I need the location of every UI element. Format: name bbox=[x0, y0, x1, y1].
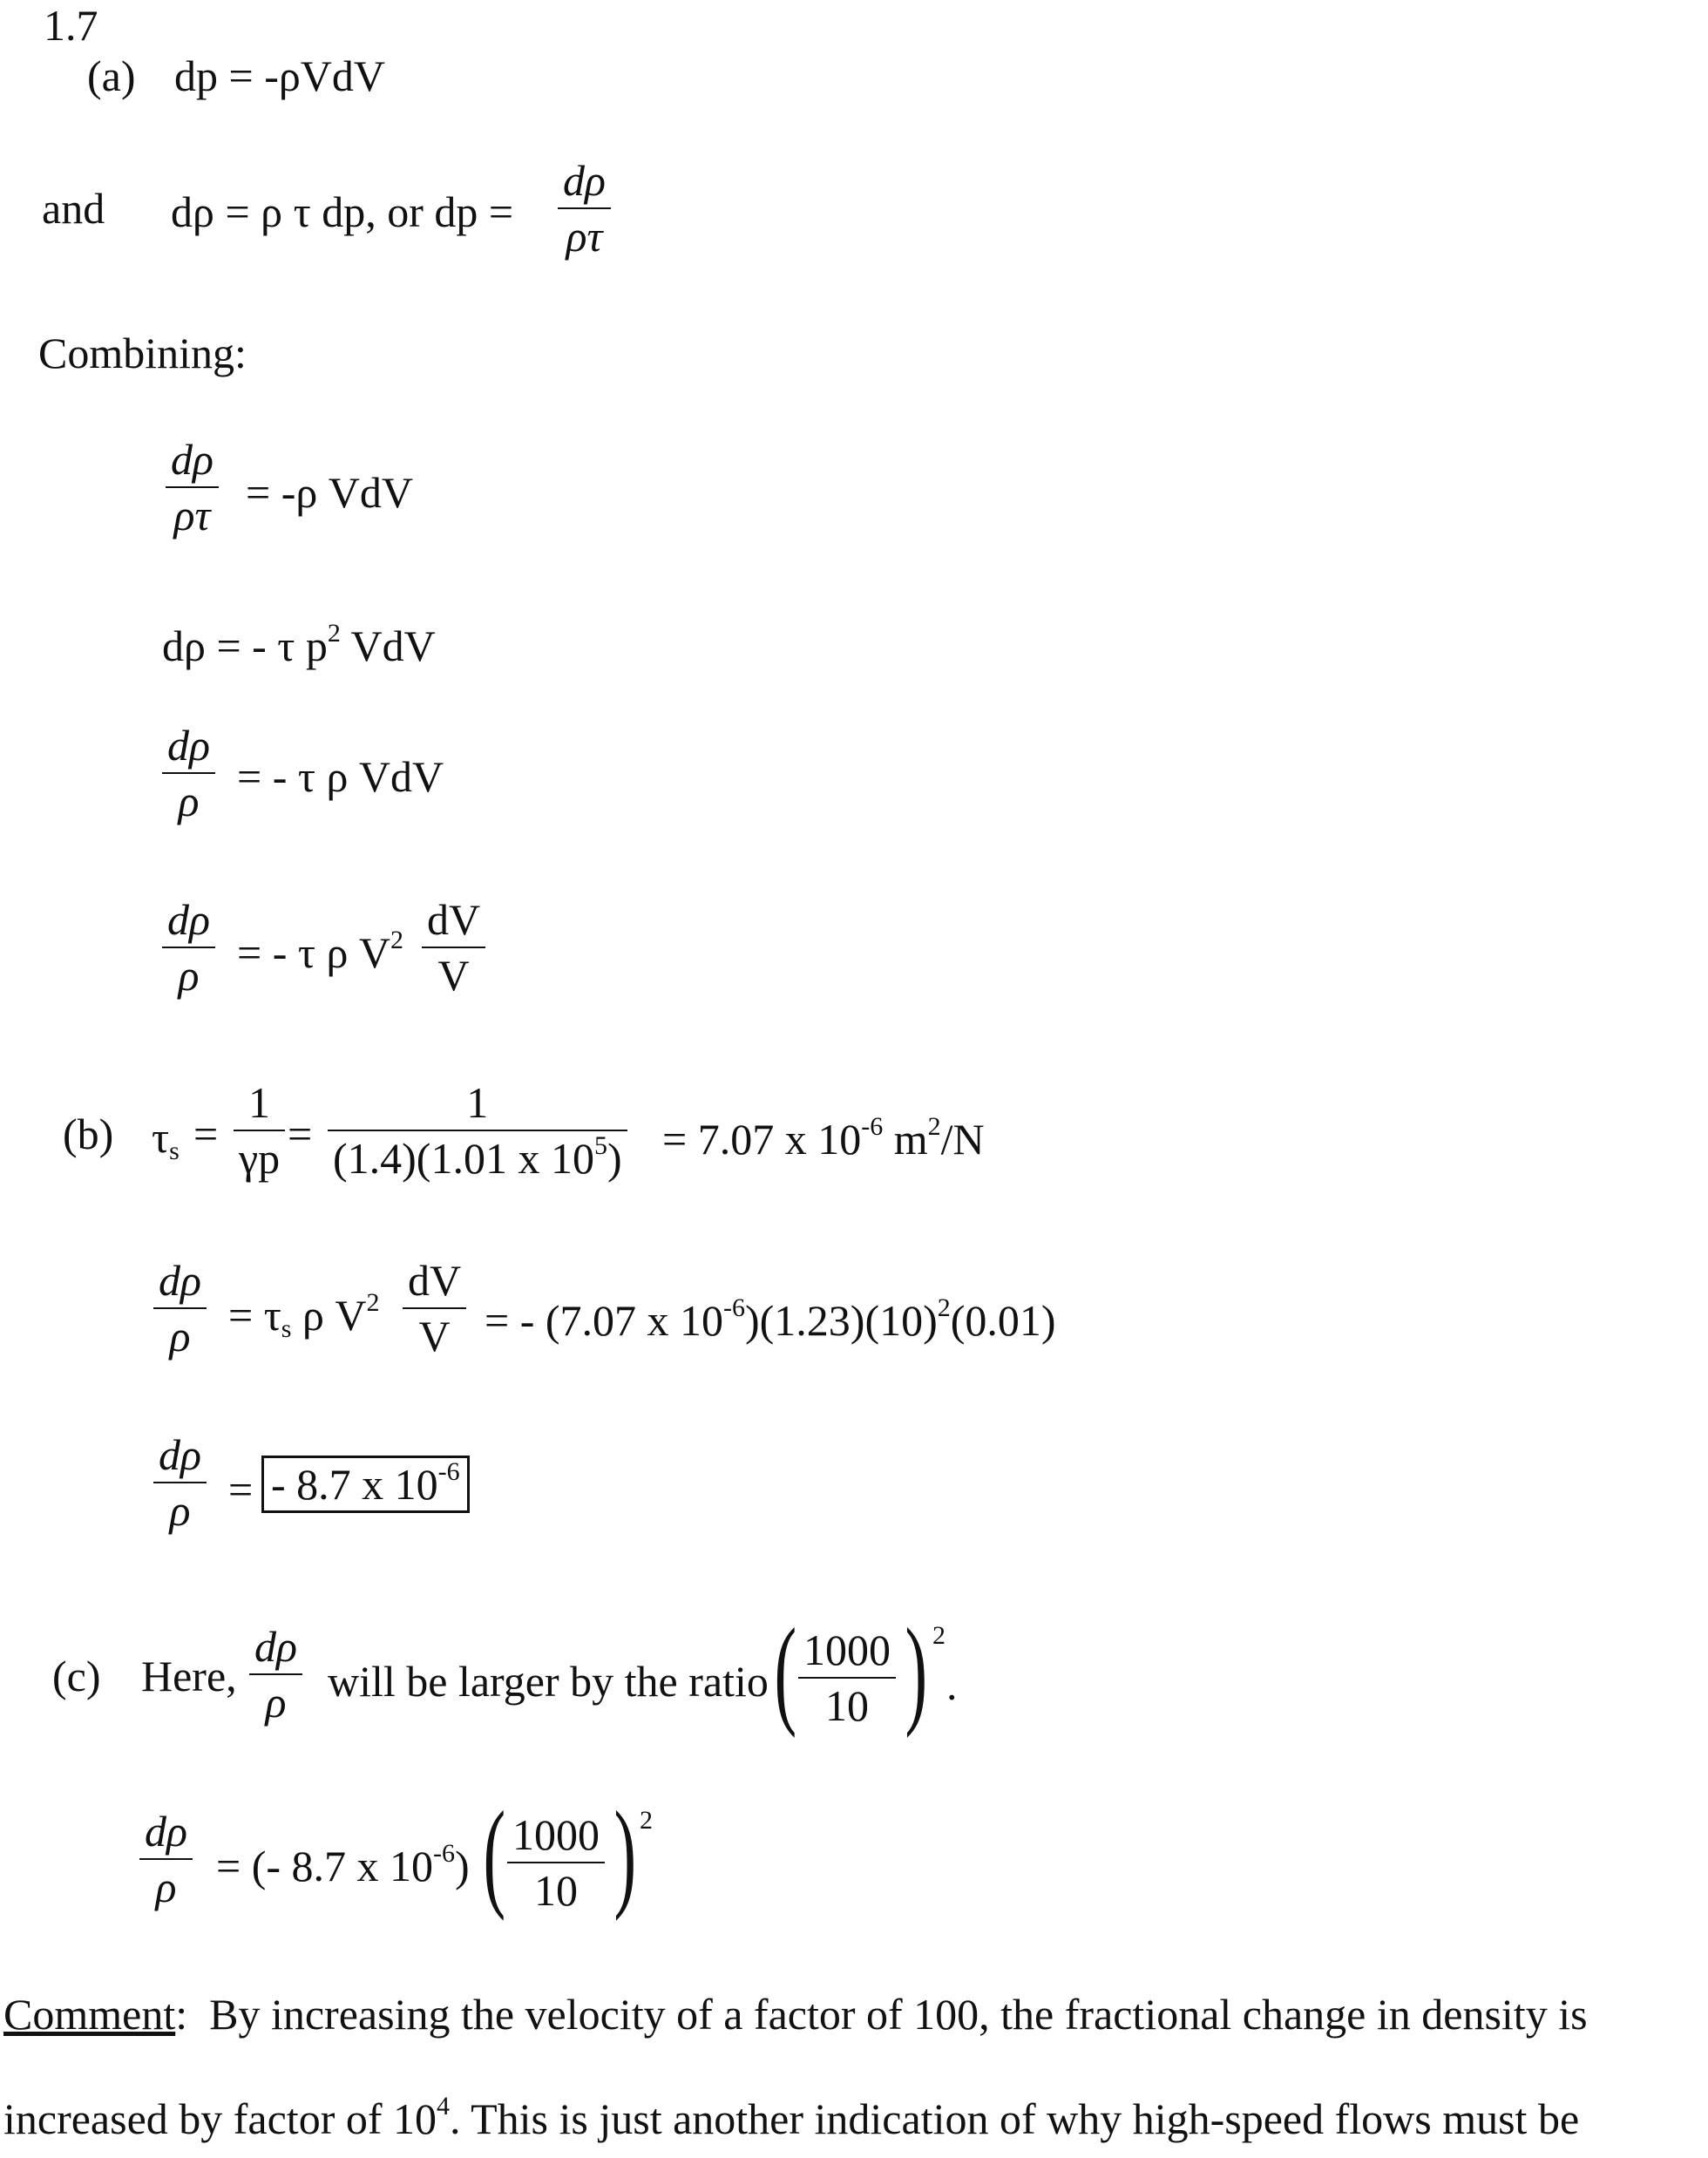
fraction-numerator: dρ bbox=[171, 435, 214, 484]
fraction-numerator: dρ bbox=[254, 1622, 297, 1671]
part-b-l2-fraction bbox=[153, 1256, 207, 1361]
part-b-l3-eq: = bbox=[228, 1465, 254, 1514]
part-b-f1-fraction bbox=[234, 1078, 285, 1183]
c-l2-rhs-sup: -6 bbox=[433, 1839, 455, 1868]
part-b-eq: = bbox=[193, 1110, 219, 1158]
fraction-numerator: dρ bbox=[167, 895, 210, 944]
l2-rhs-sup: -6 bbox=[723, 1293, 745, 1322]
combining-l4-fraction bbox=[162, 895, 215, 1000]
l2-rhs-text: = - (7.07 x 10 bbox=[485, 1296, 723, 1345]
combining-l4-sup: 2 bbox=[390, 926, 404, 954]
fraction-bar bbox=[153, 1482, 207, 1483]
part-c-here: Here, bbox=[141, 1652, 237, 1700]
tau-subscript: s bbox=[169, 1137, 180, 1165]
fraction-numerator: dV bbox=[427, 895, 481, 944]
part-b-eq2: = bbox=[288, 1110, 313, 1158]
comment-line-1 bbox=[3, 1989, 1703, 2039]
fraction-numerator: dρ bbox=[563, 156, 606, 205]
l2-rhs2-sup: 2 bbox=[937, 1293, 951, 1322]
rhs-unit: m bbox=[883, 1115, 928, 1164]
rhs-sup: -6 bbox=[861, 1112, 884, 1141]
fraction-numerator: 1 bbox=[248, 1078, 271, 1127]
tau-symbol: τ bbox=[152, 1113, 170, 1162]
combining-l4-rhs bbox=[237, 926, 404, 977]
combining-label: Combining: bbox=[38, 329, 247, 377]
comment-label: Comment bbox=[3, 1990, 176, 2039]
part-b-l2-dv-fraction bbox=[403, 1256, 466, 1361]
fraction-denominator: ρ bbox=[178, 951, 200, 1000]
rhs-unit-sup: 2 bbox=[927, 1112, 941, 1141]
fraction-denominator: 10 bbox=[534, 1866, 578, 1915]
rhs-text: = 7.07 x 10 bbox=[662, 1115, 862, 1164]
fraction-denominator: ρ bbox=[178, 777, 200, 825]
combining-l2-tail: VdV bbox=[340, 621, 436, 670]
fraction-numerator: dV bbox=[408, 1256, 462, 1305]
boxed-answer bbox=[261, 1456, 470, 1513]
fraction-denominator: γp bbox=[239, 1134, 281, 1183]
fraction-bar bbox=[507, 1862, 605, 1863]
fraction-denominator: ρ bbox=[155, 1863, 177, 1911]
fraction-denominator: ρ bbox=[265, 1678, 287, 1727]
fraction-bar bbox=[234, 1130, 285, 1131]
fraction-numerator: 1000 bbox=[803, 1625, 891, 1674]
combining-l4-dv-fraction bbox=[422, 895, 485, 1000]
fraction-bar bbox=[139, 1858, 193, 1860]
fraction-bar bbox=[166, 486, 219, 488]
part-b-l2-rhs bbox=[485, 1293, 1056, 1345]
boxed-sup: -6 bbox=[437, 1457, 460, 1486]
comment-line1-text: By increasing the velocity of a factor of 100, the fractional change in density is bbox=[209, 1990, 1588, 2039]
comment-colon: : bbox=[175, 1990, 188, 2039]
part-c-label: (c) bbox=[52, 1652, 101, 1700]
fraction-denominator: V bbox=[437, 951, 470, 1000]
problem-number: 1.7 bbox=[44, 1, 98, 50]
fraction-denominator: ρτ bbox=[173, 491, 211, 540]
part-b-boxed-result bbox=[261, 1457, 470, 1509]
part-a-eq2: dρ = ρ τ dp, or dp = bbox=[171, 187, 514, 236]
left-paren: ( bbox=[774, 1604, 797, 1739]
part-c-l2-ratio-fraction bbox=[507, 1810, 605, 1915]
mid2-sup: 2 bbox=[366, 1288, 380, 1317]
fraction-denominator: ρ bbox=[169, 1312, 191, 1361]
mid-text: = τ bbox=[228, 1291, 281, 1340]
fraction-numerator: dρ bbox=[159, 1430, 201, 1479]
fraction-bar bbox=[558, 207, 611, 209]
boxed-text: - 8.7 x 10 bbox=[271, 1460, 438, 1509]
combining-l3-fraction bbox=[162, 723, 215, 823]
part-b-label: (b) bbox=[63, 1110, 114, 1158]
part-c-l2-fraction bbox=[139, 1809, 193, 1909]
part-b-tau bbox=[152, 1113, 180, 1165]
part-c-ratio-fraction bbox=[798, 1625, 896, 1730]
c-l2-rhs-tail: ) bbox=[455, 1842, 470, 1890]
combining-l1-rhs: = -ρ VdV bbox=[246, 468, 414, 517]
fraction-bar bbox=[249, 1673, 302, 1675]
combining-l4-text: = - τ ρ V bbox=[237, 928, 391, 977]
comment-line2-a: increased by factor of 10 bbox=[3, 2094, 437, 2143]
part-c-l2-rhs bbox=[216, 1839, 470, 1890]
combining-l2-sup: 2 bbox=[327, 619, 341, 648]
mid2-text: ρ V bbox=[291, 1291, 367, 1340]
part-a-eq1: dp = -ρVdV bbox=[174, 51, 386, 100]
right-paren: ) bbox=[905, 1604, 928, 1739]
fraction-bar bbox=[403, 1307, 466, 1309]
mid-sub: s bbox=[281, 1314, 292, 1343]
fraction-bar bbox=[162, 772, 215, 774]
comment-line2-sup: 4 bbox=[437, 2092, 450, 2121]
combining-l3-rhs: = - τ ρ VdV bbox=[237, 752, 444, 801]
fraction-denominator bbox=[328, 1131, 627, 1183]
comment-line-2 bbox=[3, 2094, 1703, 2144]
fraction-numerator: dρ bbox=[159, 1256, 201, 1305]
f2-den-tail: ) bbox=[607, 1134, 622, 1183]
part-c-l2-ratio-sup: 2 bbox=[640, 1806, 653, 1835]
part-b-f2-fraction bbox=[328, 1078, 627, 1183]
combining-l2 bbox=[162, 619, 436, 670]
fraction-bar bbox=[162, 947, 215, 948]
fraction-denominator: ρτ bbox=[566, 212, 603, 261]
fraction-denominator: 10 bbox=[825, 1681, 869, 1730]
rhs-unit-tail: /N bbox=[940, 1115, 985, 1164]
left-paren: ( bbox=[483, 1787, 506, 1922]
fraction-bar bbox=[153, 1307, 207, 1309]
f2-den-text: (1.4)(1.01 x 10 bbox=[333, 1134, 594, 1183]
fraction-bar bbox=[328, 1130, 627, 1131]
f2-den-sup: 5 bbox=[593, 1131, 607, 1160]
fraction-numerator: dρ bbox=[145, 1807, 187, 1856]
fraction-numerator: 1000 bbox=[512, 1810, 600, 1859]
fraction-numerator: dρ bbox=[167, 721, 210, 770]
l2-rhs3-text: (0.01) bbox=[950, 1296, 1056, 1345]
combining-l1-fraction bbox=[166, 435, 219, 540]
fraction-bar bbox=[798, 1677, 896, 1679]
part-a-eq2-fraction bbox=[558, 156, 611, 261]
and-label: and bbox=[42, 184, 105, 233]
comment-line2-b: . This is just another indication of why high-speed flows must be bbox=[450, 2094, 1580, 2143]
fraction-denominator: V bbox=[418, 1312, 451, 1361]
part-c-ratio-sup: 2 bbox=[932, 1621, 946, 1650]
l2-rhs2-text: )(1.23)(10) bbox=[745, 1296, 938, 1345]
part-c-fraction bbox=[249, 1622, 302, 1727]
part-c-text: will be larger by the ratio bbox=[328, 1657, 769, 1706]
combining-l2-text: dρ = - τ p bbox=[162, 621, 328, 670]
fraction-bar bbox=[422, 947, 485, 948]
part-a-label: (a) bbox=[87, 51, 136, 100]
fraction-denominator: ρ bbox=[169, 1486, 191, 1535]
c-l2-rhs-text: = (- 8.7 x 10 bbox=[216, 1842, 433, 1890]
part-b-rhs bbox=[662, 1112, 985, 1164]
part-b-l2-mid bbox=[228, 1288, 380, 1343]
right-paren: ) bbox=[613, 1787, 637, 1922]
fraction-numerator: 1 bbox=[466, 1078, 489, 1127]
part-b-l3-fraction bbox=[153, 1430, 207, 1535]
part-c-period: . bbox=[946, 1660, 958, 1709]
